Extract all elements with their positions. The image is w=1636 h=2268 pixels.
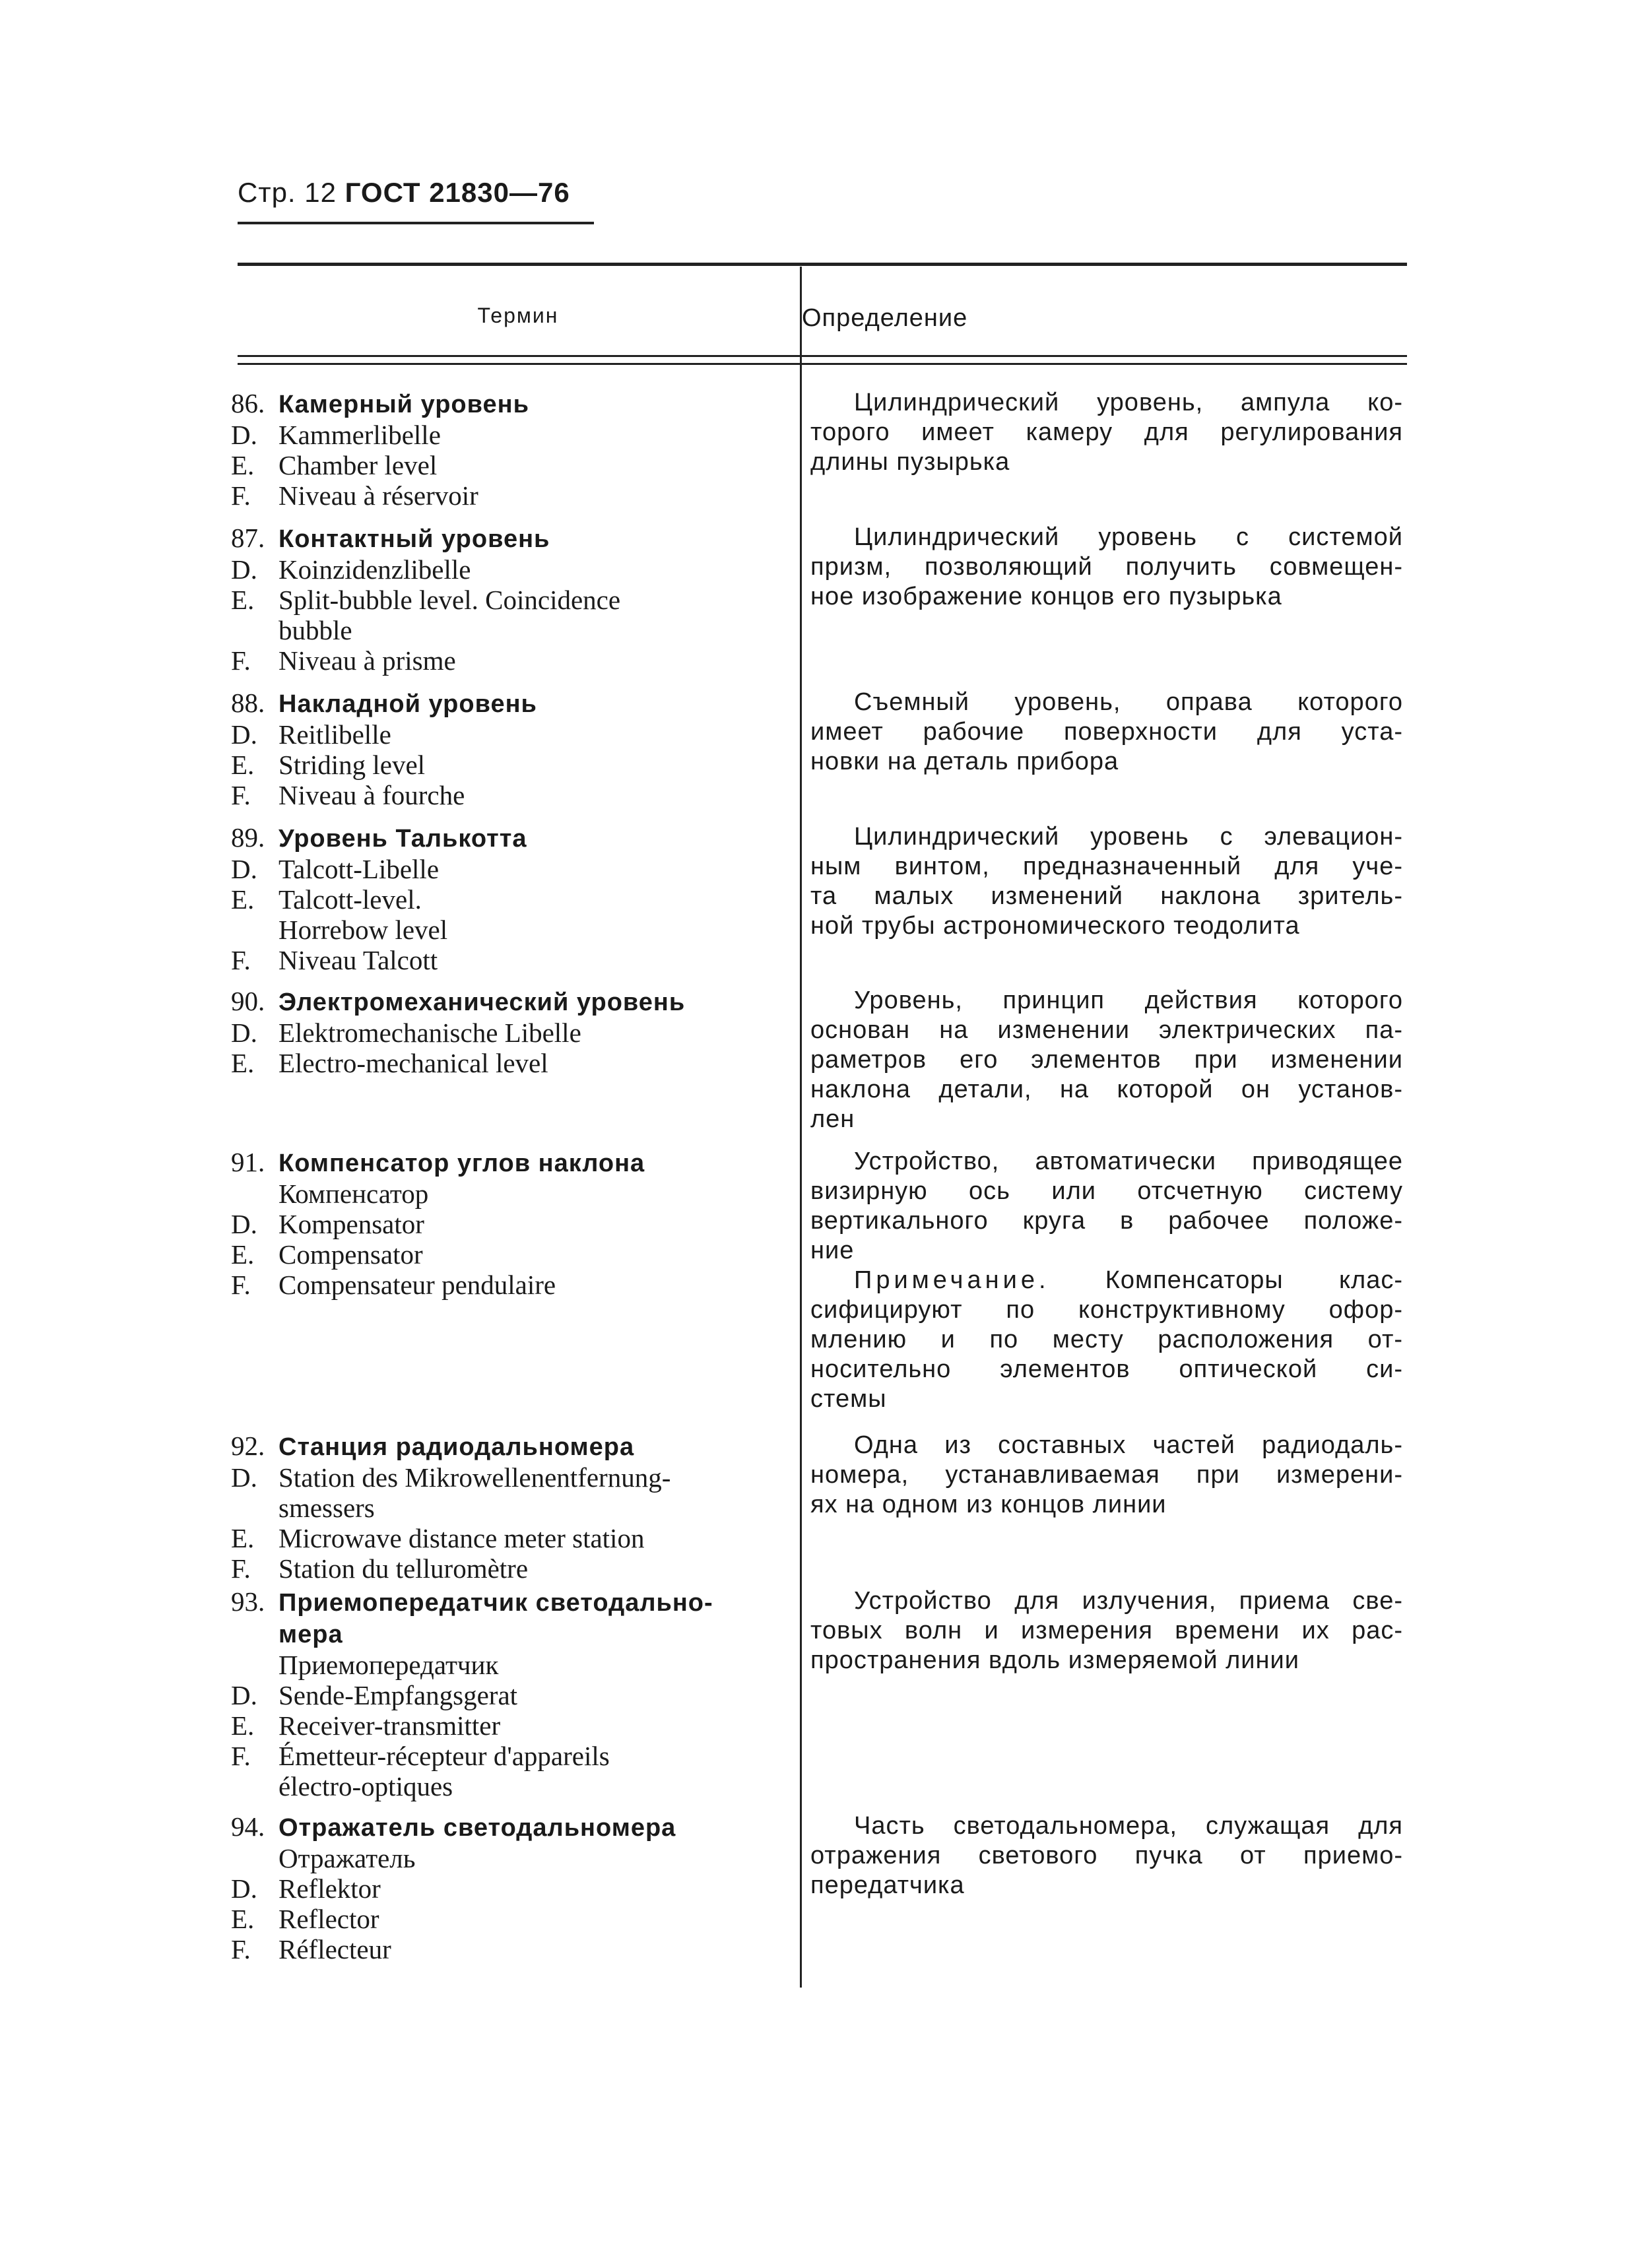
foreign-term-text: Kompensator [278,1209,424,1239]
term-foreign-equivalent [231,1493,792,1523]
note-label: Примечание. [854,1266,1050,1294]
term-number: 87. [231,523,265,553]
term-entry [231,688,792,810]
language-code: F. [231,945,251,975]
term-foreign-equivalent [231,1270,792,1300]
term-russian-continued: мера [278,1621,343,1648]
language-code: F. [231,1553,251,1584]
term-foreign-equivalent [231,1018,792,1048]
language-code: E. [231,884,255,915]
definition-line: Часть светодальномера, служащая для [854,1812,1403,1840]
term-synonym: Приемопередатчик [278,1650,499,1680]
language-code: F. [231,780,251,810]
term-foreign-equivalent [231,1904,792,1934]
term-russian: Электромеханический уровень [278,988,686,1016]
definition-line: длины пузырька [810,448,1010,476]
definition-line: наклона детали, на которой он установ- [810,1076,1403,1103]
term-entry [231,1431,792,1584]
language-code: E. [231,450,255,480]
term-foreign-equivalent [231,480,792,511]
definition-line: имеет рабочие поверхности для уста- [810,718,1403,746]
definition-entry [810,986,1403,1134]
page-header [238,177,570,209]
foreign-term-text: Elektromechanische Libelle [278,1018,581,1048]
header-rule-lower [238,363,1407,365]
term-number: 90. [231,986,265,1016]
term-foreign-equivalent [231,1239,792,1270]
column-header-definition: Определение [802,304,968,332]
definition-line: Цилиндрический уровень с элевацион- [854,823,1403,851]
page-number: Стр. 12 [238,177,337,208]
language-code: E. [231,1904,255,1934]
header-rule [238,222,594,224]
definition-line: Съемный уровень, оправа которого [854,688,1403,716]
foreign-term-text: Microwave distance meter station [278,1523,645,1553]
definition-line: Цилиндрический уровень, ампула ко- [854,389,1403,416]
term-foreign-equivalent [231,1553,792,1584]
definition-entry [810,688,1403,777]
term-foreign-equivalent [231,1048,792,1078]
term-foreign-equivalent [231,719,792,750]
definition-line: товых волн и измерения времени их рас- [810,1617,1403,1644]
note-line: сифицируют по конструктивному офор- [810,1296,1403,1324]
definition-entry [810,1147,1403,1414]
foreign-term-text: Compensator [278,1239,423,1270]
definition-line: пространения вдоль измеряемой линии [810,1646,1299,1674]
term-title-line [231,822,792,854]
language-code: D. [231,1873,257,1904]
standard-code: ГОСТ 21830—76 [344,177,570,208]
term-title-line [231,523,792,554]
language-code: F. [231,1741,251,1771]
term-foreign-equivalent [231,554,792,585]
term-number: 92. [231,1431,265,1461]
definition-line: основан на изменении электрических па- [810,1016,1403,1044]
column-header-term: Термин [477,304,559,327]
term-russian: Станция радиодальномера [278,1433,635,1461]
foreign-term-text: Horrebow level [278,915,448,945]
term-entry [231,986,792,1078]
term-foreign-equivalent [231,1934,792,1964]
foreign-term-text: smessers [278,1493,375,1523]
definition-line: номера, устанавливаемая при измерени- [810,1461,1403,1489]
term-russian: Приемопередатчик светодально- [278,1589,713,1617]
term-foreign-equivalent [231,780,792,810]
language-code: D. [231,1680,257,1710]
definition-line: ной трубы астрономического теодолита [810,912,1300,940]
foreign-term-text: Electro-mechanical level [278,1048,548,1078]
foreign-term-text: Station des Mikrowellenentfernung- [278,1462,671,1493]
term-number: 86. [231,388,265,418]
term-foreign-equivalent [231,1710,792,1741]
language-code: D. [231,1462,257,1493]
note-line: стемы [810,1385,887,1413]
term-foreign-equivalent [231,450,792,480]
foreign-term-text: Sende-Empfangsgerat [278,1680,518,1710]
term-synonym: Компенсатор [278,1179,429,1209]
term-entry [231,388,792,511]
term-russian: Уровень Талькотта [278,825,527,853]
definition-entry [810,1586,1403,1675]
foreign-term-text: Striding level [278,750,426,780]
definition-line: ным винтом, предназначенный для уче- [810,853,1403,880]
table-top-rule [238,263,1407,266]
term-title-line [231,1586,792,1618]
term-number: 89. [231,822,265,853]
definition-line: передатчика [810,1871,965,1899]
term-title-line [231,986,792,1018]
term-foreign-equivalent [231,1873,792,1904]
term-russian: Компенсатор углов наклона [278,1150,645,1177]
language-code: E. [231,1523,255,1553]
language-code: F. [231,1934,251,1964]
language-code: F. [231,1270,251,1300]
definition-line: лен [810,1105,855,1133]
language-code: D. [231,719,257,750]
language-code: E. [231,585,255,615]
term-number: 93. [231,1586,265,1617]
language-code: D. [231,420,257,450]
note-line: носительно элементов оптической си- [810,1355,1403,1383]
language-code: F. [231,480,251,511]
definition-line: ях на одном из концов линии [810,1491,1167,1518]
definition-entry [810,822,1403,941]
term-foreign-equivalent [231,585,792,615]
definition-entry [810,1811,1403,1900]
foreign-term-text: Niveau Talcott [278,945,438,975]
term-title-line [231,1811,792,1843]
foreign-term-text: Réflecteur [278,1934,391,1964]
foreign-term-text: Talcott-Libelle [278,854,440,884]
foreign-term-text: Niveau à réservoir [278,480,478,511]
foreign-term-text: Koinzidenzlibelle [278,554,471,585]
language-code: E. [231,1239,255,1270]
term-foreign-equivalent [231,884,792,915]
term-foreign-equivalent [231,1462,792,1493]
foreign-term-text: Chamber level [278,450,438,480]
term-number: 88. [231,688,265,718]
term-foreign-equivalent [231,420,792,450]
language-code: E. [231,1710,255,1741]
definition-line: ние [810,1237,855,1264]
term-foreign-equivalent [231,915,792,945]
term-russian: Отражатель светодальномера [278,1814,676,1842]
term-title-line [231,388,792,420]
definition-line: Уровень, принцип действия которого [854,987,1403,1014]
term-entry [231,1147,792,1300]
definition-line: Цилиндрический уровень с системой [854,523,1403,551]
term-foreign-equivalent [231,1209,792,1239]
definition-line: ное изображение концов его пузырька [810,583,1282,610]
term-foreign-equivalent [231,1771,792,1801]
term-foreign-equivalent [231,1523,792,1553]
column-divider [800,267,802,1988]
foreign-term-text: Compensateur pendulaire [278,1270,556,1300]
term-foreign-equivalent [231,1741,792,1771]
term-number: 94. [231,1811,265,1842]
foreign-term-text: bubble [278,615,352,645]
term-foreign-equivalent [231,615,792,645]
term-russian: Накладной уровень [278,690,537,718]
definition-line: новки на деталь прибора [810,748,1119,775]
foreign-term-text: Émetteur-récepteur d'appareils [278,1741,610,1771]
definition-entry [810,523,1403,612]
term-synonym: Отражатель [278,1843,416,1873]
foreign-term-text: Niveau à prisme [278,645,456,676]
definition-line: Устройство, автоматически приводящее [854,1148,1403,1175]
language-code: E. [231,750,255,780]
term-russian: Камерный уровень [278,391,529,418]
definition-line: вертикального круга в рабочее положе- [810,1207,1403,1235]
language-code: D. [231,1018,257,1048]
note-line [810,1266,1403,1295]
foreign-term-text: Receiver-transmitter [278,1710,501,1741]
foreign-term-text: Reflector [278,1904,379,1934]
language-code: F. [231,645,251,676]
foreign-term-text: électro-optiques [278,1771,453,1801]
note-line: млению и по месту расположения от- [810,1326,1403,1353]
language-code: E. [231,1048,255,1078]
term-title-line [231,1147,792,1179]
term-entry [231,822,792,975]
header-rule-upper [238,355,1407,357]
term-foreign-equivalent [231,750,792,780]
definition-line: Устройство для излучения, приема све- [854,1587,1403,1615]
term-title-line [231,688,792,719]
foreign-term-text: Talcott-level. [278,884,422,915]
foreign-term-text: Station du telluromètre [278,1553,529,1584]
note-text: Компенсаторы клас- [1105,1266,1403,1294]
term-foreign-equivalent [231,854,792,884]
definition-line: та малых изменений наклона зритель- [810,882,1403,910]
definition-line: Одна из составных частей радиодаль- [854,1431,1403,1459]
definition-line: отражения светового пучка от приемо- [810,1842,1403,1869]
foreign-term-text: Reflektor [278,1873,381,1904]
term-entry [231,523,792,676]
term-number: 91. [231,1147,265,1177]
term-entry [231,1811,792,1964]
term-entry [231,1586,792,1801]
definition-line: торого имеет камеру для регулирования [810,418,1403,446]
language-code: D. [231,854,257,884]
definition-line: визирную ось или отсчетную систему [810,1177,1403,1205]
foreign-term-text: Reitlibelle [278,719,391,750]
language-code: D. [231,554,257,585]
term-foreign-equivalent [231,945,792,975]
definition-entry [810,1431,1403,1520]
foreign-term-text: Split-bubble level. Coincidence [278,585,621,615]
definition-line: раметров его элементов при изменении [810,1046,1403,1074]
term-russian: Контактный уровень [278,525,550,553]
foreign-term-text: Niveau à fourche [278,780,465,810]
language-code: D. [231,1209,257,1239]
term-title-line [231,1431,792,1462]
definition-entry [810,388,1403,477]
term-title-continuation [231,1618,792,1650]
term-foreign-equivalent [231,1680,792,1710]
term-foreign-equivalent [231,645,792,676]
definition-line: призм, позволяющий получить совмещен- [810,553,1403,581]
foreign-term-text: Kammerlibelle [278,420,441,450]
